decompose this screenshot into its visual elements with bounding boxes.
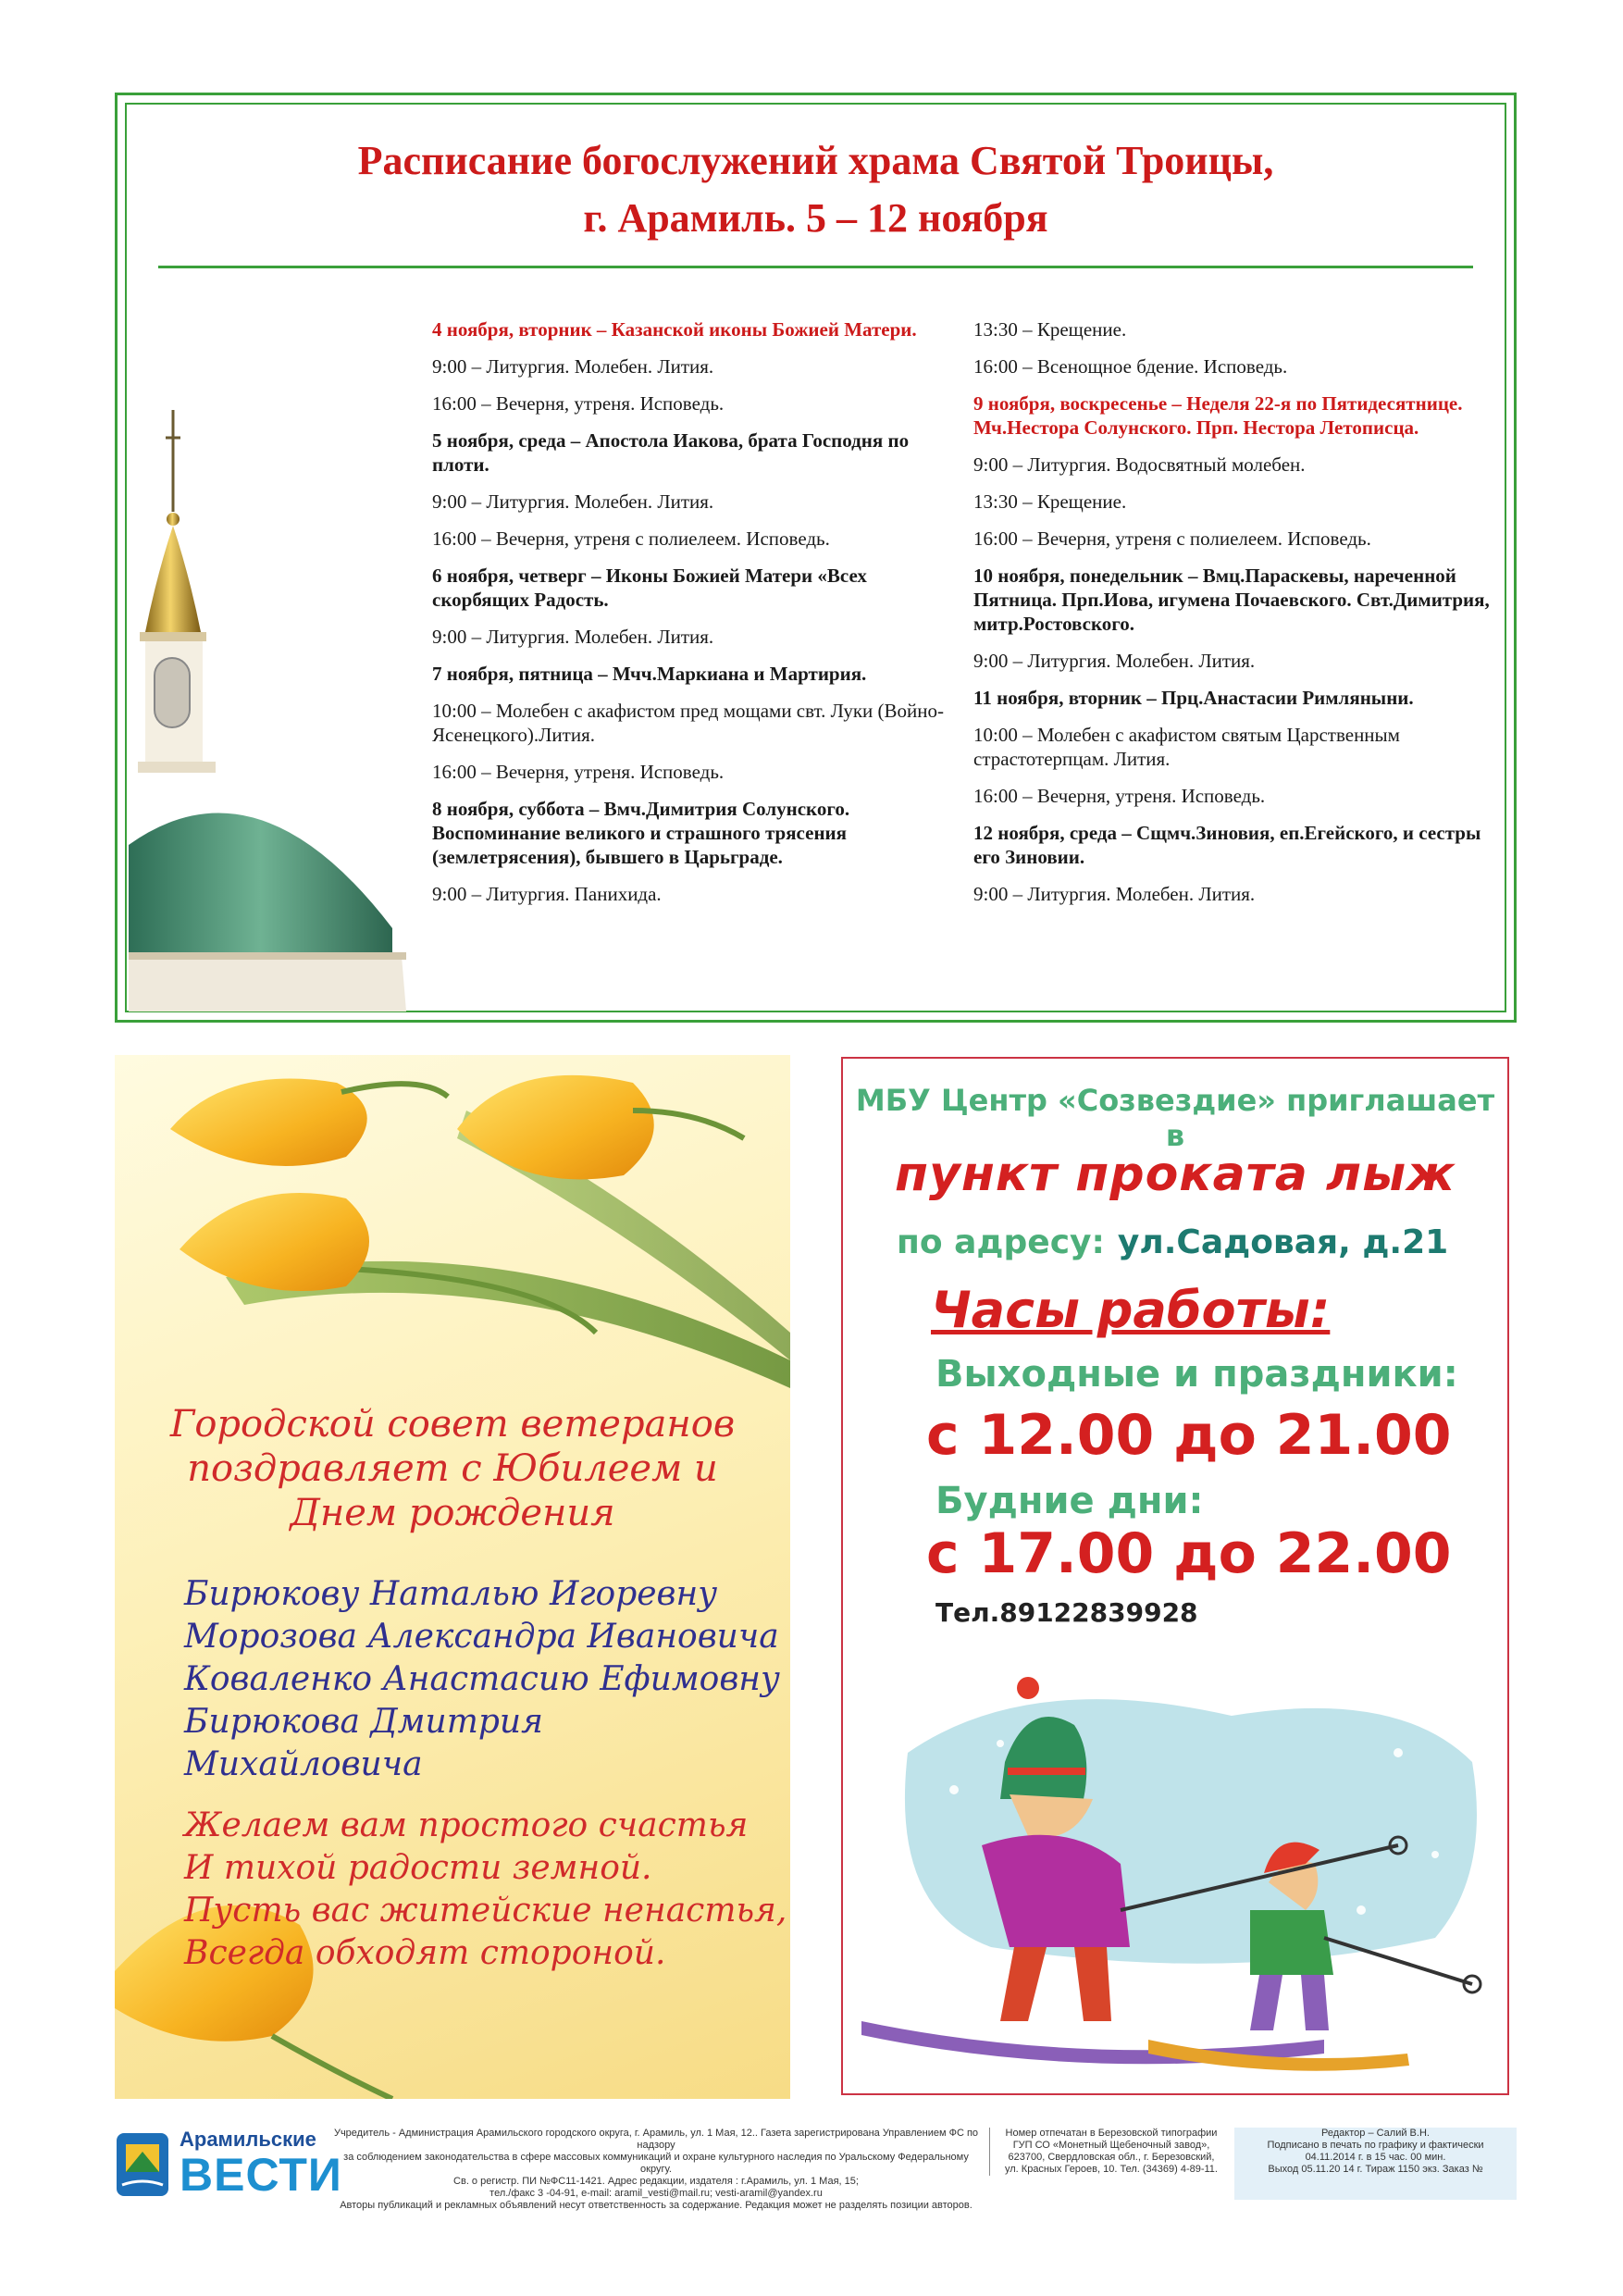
schedule-box xyxy=(115,93,1517,1023)
schedule-service-time: 9:00 – Литургия. Водосвятный молебен. xyxy=(973,453,1306,476)
greeting-name: Коваленко Анастасию Ефимовну xyxy=(184,1660,780,1698)
schedule-service-time: 16:00 – Вечерня, утреня. Исповедь. xyxy=(432,392,725,415)
skiers-illustration xyxy=(843,1632,1509,2095)
footer-line: тел./факс 3 -04-91, e-mail: aramil_vesti@mail.ru; vesti-aramil@yandex.ru xyxy=(489,2188,823,2199)
schedule-service-time: 16:00 – Вечерня, утреня с полиелеем. Исповедь. xyxy=(973,527,1371,550)
schedule-day-heading: 5 ноября, среда – Апостола Иакова, брата Господня по плоти. xyxy=(432,429,910,476)
ski-address-value: ул.Садовая, д.21 xyxy=(1117,1223,1449,1261)
footer-editor-info xyxy=(1234,2128,1517,2200)
logo-title-small: Арамильские xyxy=(180,2128,316,2151)
schedule-service-time: 16:00 – Всенощное бдение. Исповедь. xyxy=(973,355,1288,378)
greeting-card xyxy=(115,1055,790,2099)
greeting-name: Бирюкова Дмитрия Михайловича xyxy=(184,1703,543,1783)
ski-address-label: по адресу: xyxy=(897,1223,1105,1261)
footer-line: Номер отпечатан в Березовской типографии xyxy=(1005,2128,1218,2139)
church-dome-image xyxy=(129,410,434,1011)
footer-line: 623700, Свердловская обл., г. Березовский, xyxy=(1008,2152,1215,2163)
schedule-service-time: 13:30 – Крещение. xyxy=(973,490,1127,513)
footer-line: за соблюдением законодательства в сфере массовых коммуникаций и охране культурного наследия по Уральскому Федеральному округу. xyxy=(343,2152,969,2175)
footer-line: Редактор – Салий В.Н. xyxy=(1321,2128,1430,2139)
greeting-verse xyxy=(184,1805,787,1975)
schedule-day-heading: 8 ноября, суббота – Вмч.Димитрия Солунского. Воспоминание великого и страшного трясения (землетрясения), бывшего в Царьграде. xyxy=(432,798,850,868)
footer-line: ул. Красных Героев, 10. Тел. (34369) 4-89-11. xyxy=(1005,2164,1218,2175)
greeting-heading xyxy=(152,1402,753,1535)
schedule-inner-frame xyxy=(125,103,1506,1012)
footer-line: Учредитель - Администрация Арамильского городского округа, г. Арамиль, ул. 1 Мая, 12.. Газета зарегистрирована Управлением ФС по надзору xyxy=(333,2128,979,2151)
schedule-title xyxy=(127,132,1505,247)
footer-line: ГУП СО «Монетный Щебеночный завод», xyxy=(1012,2140,1210,2151)
greeting-names xyxy=(184,1573,790,1786)
footer-line: Подписано в печать по графику и фактически xyxy=(1267,2140,1484,2151)
title-divider xyxy=(158,266,1473,268)
schedule-service-time: 9:00 – Литургия. Молебен. Лития. xyxy=(432,626,714,648)
ski-weekend-label: Выходные и праздники: xyxy=(935,1353,1458,1396)
schedule-day-heading: 12 ноября, среда – Сщмч.Зиновия, еп.Егейского, и сестры его Зиновии. xyxy=(973,822,1481,868)
schedule-service-time: 9:00 – Литургия. Молебен. Лития. xyxy=(973,650,1256,672)
ski-hours-title: Часы работы: xyxy=(931,1281,1331,1339)
schedule-service-time: 13:30 – Крещение. xyxy=(973,318,1127,341)
schedule-service-time: 9:00 – Литургия. Панихида. xyxy=(432,883,662,905)
greeting-name: Морозова Александра Ивановича xyxy=(184,1618,779,1656)
ski-rental-ad xyxy=(841,1057,1509,2095)
ski-invite-text: МБУ Центр «Созвездие» приглашает в xyxy=(855,1083,1495,1153)
ski-service-title: пункт проката лыж xyxy=(895,1147,1456,1202)
greeting-heading-line: Городской совет ветеранов xyxy=(169,1403,736,1446)
schedule-day-heading: 7 ноября, пятница – Мчч.Маркиана и Мартирия. xyxy=(432,663,867,685)
logo-title-large: ВЕСТИ xyxy=(180,2149,342,2201)
ski-weekend-hours: с 12.00 до 21.00 xyxy=(926,1403,1452,1468)
greeting-verse-line: Пусть вас житейские ненастья, xyxy=(184,1892,787,1930)
ski-weekday-label: Будние дни: xyxy=(935,1480,1204,1522)
schedule-service-time: 9:00 – Литургия. Молебен. Лития. xyxy=(973,883,1256,905)
ski-address xyxy=(897,1223,1448,1261)
ski-phone: Тел.89122839928 xyxy=(935,1597,1198,1628)
schedule-day-heading: 10 ноября, понедельник – Вмц.Параскевы, нареченной Пятница. Прп.Иова, игумена Почаевского. Свт.Димитрия, митр.Ростовского. xyxy=(973,565,1490,635)
footer-printing-info xyxy=(989,2128,1227,2176)
schedule-service-time: 9:00 – Литургия. Молебен. Лития. xyxy=(432,490,714,513)
schedule-day-heading: 9 ноября, воскресенье – Неделя 22-я по Пятидесятнице. Мч.Нестора Солунского. Прп. Нестора Летописца. xyxy=(973,392,1463,439)
schedule-day-heading: 6 ноября, четверг – Иконы Божией Матери «Всех скорбящих Радость. xyxy=(432,565,867,611)
schedule-column-left xyxy=(432,317,946,919)
greeting-heading-line: поздравляет с Юбилеем и xyxy=(187,1447,718,1490)
schedule-column-right xyxy=(973,317,1492,919)
greeting-verse-line: Всегда обходят стороной. xyxy=(184,1934,666,1972)
schedule-service-time: 16:00 – Вечерня, утреня. Исповедь. xyxy=(432,761,725,783)
greeting-name: Бирюкову Наталью Игоревну xyxy=(184,1575,718,1613)
greeting-verse-line: И тихой радости земной. xyxy=(184,1849,652,1887)
schedule-service-time: 9:00 – Литургия. Молебен. Лития. xyxy=(432,355,714,378)
footer-publisher-info xyxy=(332,2128,980,2212)
footer-line: 04.11.2014 г. в 15 час. 00 мин. xyxy=(1305,2152,1446,2163)
footer-line: Св. о регистр. ПИ №ФС11-1421. Адрес редакции, издателя : г.Арамиль, ул. 1 Мая, 15; xyxy=(453,2176,859,2187)
schedule-day-heading: 4 ноября, вторник – Казанской иконы Божией Матери. xyxy=(432,318,917,341)
schedule-service-time: 16:00 – Вечерня, утреня. Исповедь. xyxy=(973,785,1266,807)
footer-line: Авторы публикаций и рекламных объявлений несут ответственность за содержание. Редакция может не разделять позиции авторов. xyxy=(340,2200,973,2211)
footer-line: Выход 05.11.20 14 г. Тираж 1150 экз. Заказ № xyxy=(1268,2164,1483,2175)
greeting-verse-line: Желаем вам простого счастья xyxy=(184,1806,749,1844)
schedule-day-heading: 11 ноября, вторник – Прц.Анастасии Римляныни. xyxy=(973,687,1414,709)
schedule-service-time: 16:00 – Вечерня, утреня с полиелеем. Исповедь. xyxy=(432,527,830,550)
schedule-title-line1: Расписание богослужений храма Святой Троицы, xyxy=(357,138,1274,183)
greeting-heading-line: Днем рождения xyxy=(290,1492,615,1534)
schedule-title-line2: г. Арамиль. 5 – 12 ноября xyxy=(583,195,1048,241)
schedule-service-time: 10:00 – Молебен с акафистом пред мощами свт. Луки (Войно-Ясенецкого).Лития. xyxy=(432,700,944,746)
newspaper-footer xyxy=(115,2124,1517,2211)
ski-weekday-hours: с 17.00 до 22.00 xyxy=(926,1521,1452,1586)
schedule-service-time: 10:00 – Молебен с акафистом святым Царственным страстотерпцам. Лития. xyxy=(973,724,1400,770)
